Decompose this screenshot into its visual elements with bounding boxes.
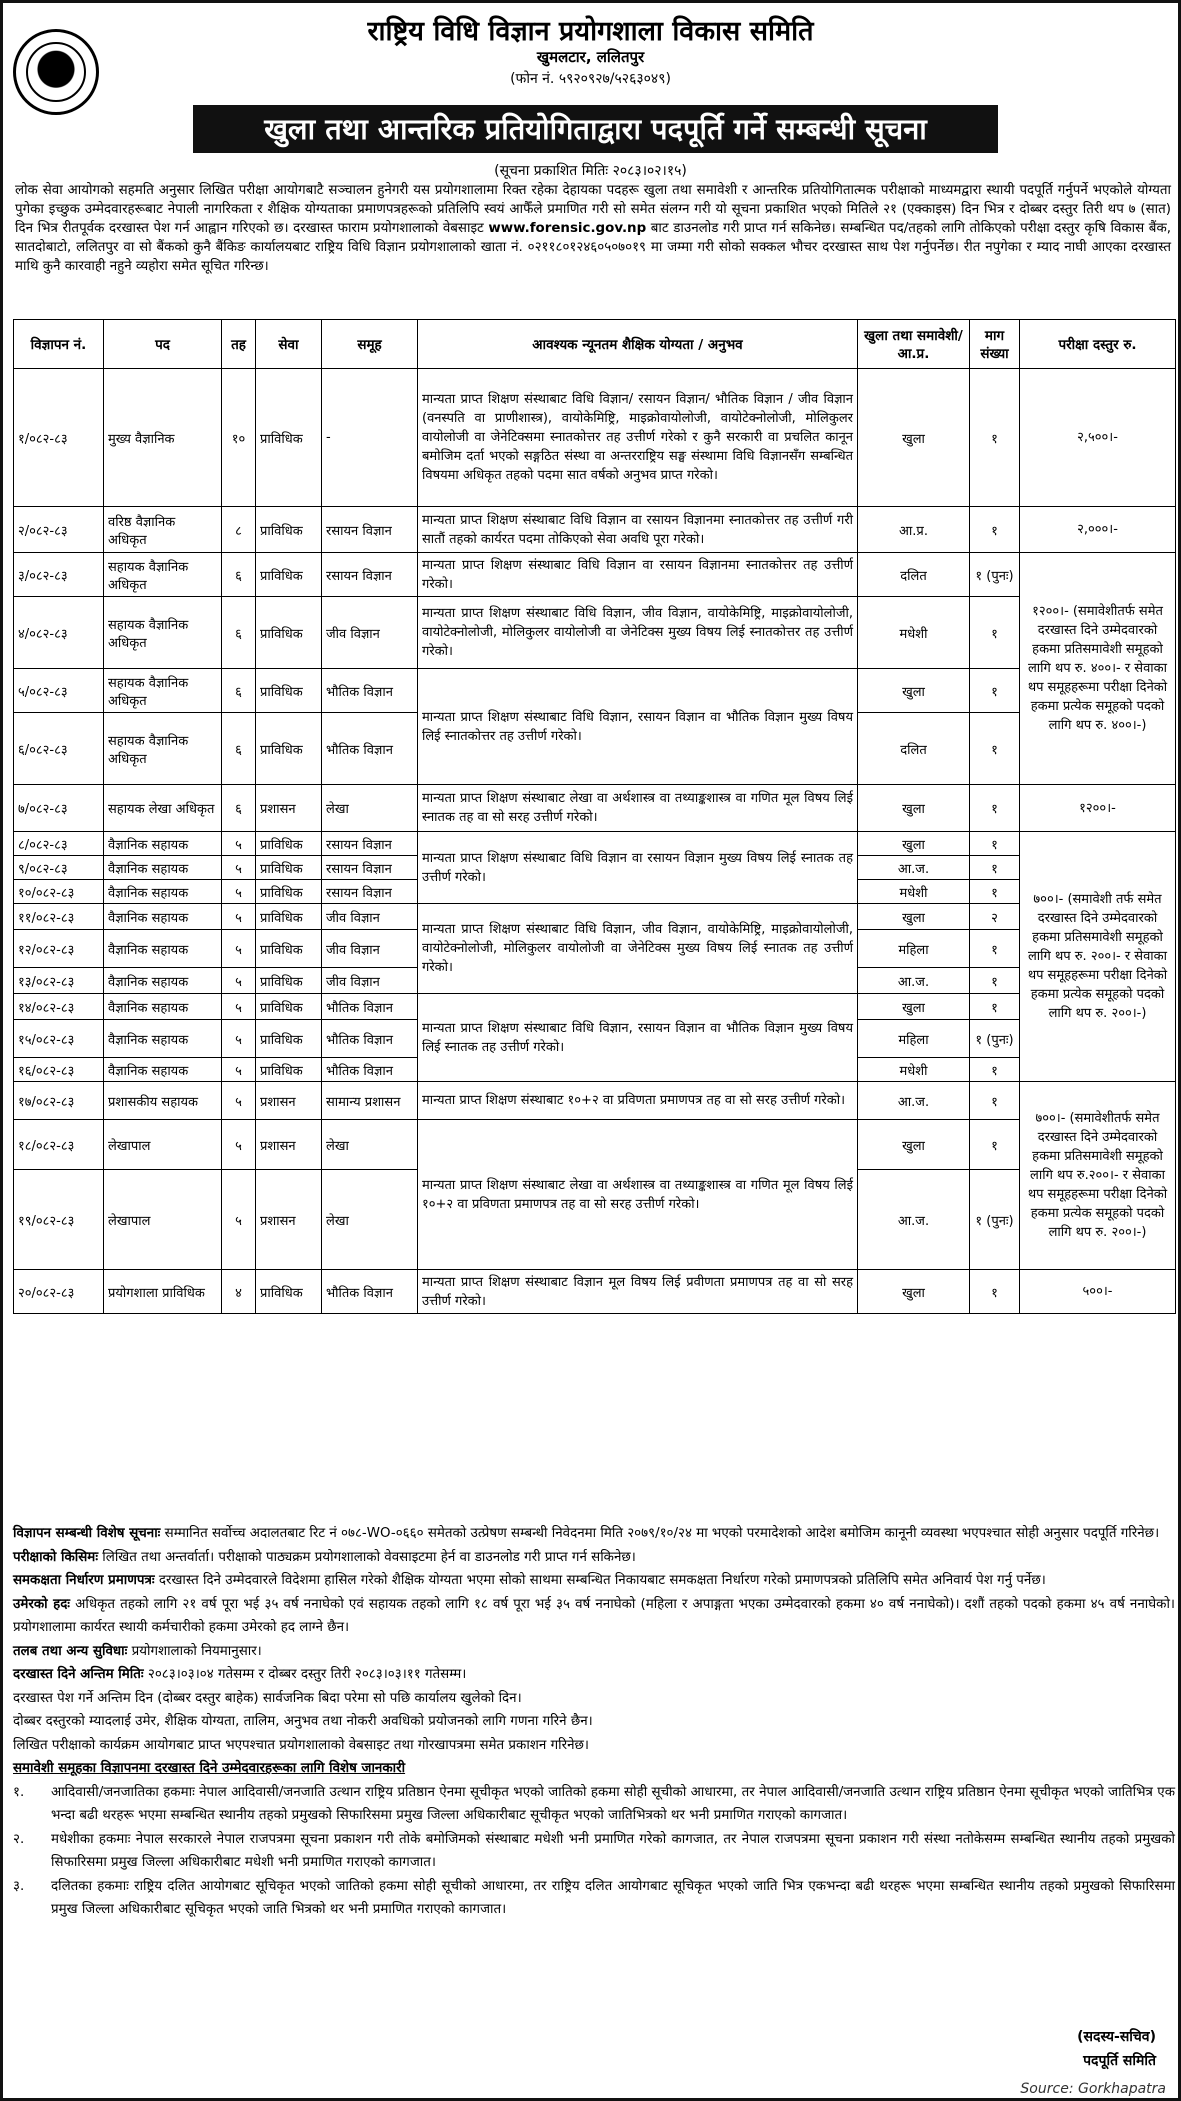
col-type: खुला तथा समावेशी/ आ.प्र. <box>858 320 970 369</box>
age-limit-note: उमेरको हदः अधिकृत तहको लागि २१ वर्ष पूरा भई ३५ वर्ष ननाघेको एवं सहायक तहको लागि १८ वर्ष पूरा भई ३५ वर्ष ननाघेको (महिला र अपाङ्गता भएका उम्मेदवारको हकमा ४० वर्ष ननाघेको)। दशौं तहको पदको हकमा ४५ वर्ष ननाघेको। प्रयोगशालामा कार्यरत स्थायी कर्मचारीको हकमा उमेरको हद लाग्ने छैन। <box>13 1596 1175 1635</box>
cell-count: १ <box>970 832 1020 856</box>
table-row <box>14 1270 1176 1314</box>
table-row <box>14 1120 1176 1170</box>
cell-qualification: मान्यता प्राप्त शिक्षण संस्थाबाट लेखा वा अर्थशास्त्र वा तथ्याङ्कशास्त्र वा गणित मूल विषय लिई १०+२ वा प्रविणता प्रमाणपत्र तह वा सो सरह उत्तीर्ण गरेको। <box>418 1120 858 1270</box>
cell-qualification: मान्यता प्राप्त शिक्षण संस्थाबाट विधि विज्ञान, रसायन विज्ञान वा भौतिक विज्ञान मुख्य विषय लिई स्नातकोत्तर तह उत्तीर्ण गरेको। <box>418 669 858 785</box>
cell-count: १ <box>970 994 1020 1020</box>
cell-level: १० <box>222 369 256 507</box>
cell-qualification: मान्यता प्राप्त शिक्षण संस्थाबाट विधि विज्ञान वा रसायन विज्ञान मुख्य विषय लिई स्नातक तह उत्तीर्ण गरेको। <box>418 832 858 904</box>
cell-ad-no: ११/०८२-८३ <box>14 904 104 930</box>
list-item: १. आदिवासी/जनजातिका हकमाः नेपाल आदिवासी/जनजाति उत्थान राष्ट्रिय प्रतिष्ठान ऐनमा सूचीकृत भएको जातिको हकमा सोही सूचीको आधारमा, तर नेपाल आदिवासी/जनजाति उत्थान राष्ट्रिय प्रतिष्ठान ऐनमा सूचीकृत भएको जातिभित्र एक भन्दा बढी थरहरू भएमा सम्बन्धित स्थानीय तहको प्रमुखको सिफारिसमा प्रमुख जिल्ला अधिकारीबाट सूचीकृत भएको जातिभित्रको थर भनी प्रमाणित गराएको कागजात। <box>13 1784 1175 1823</box>
cell-service: प्राविधिक <box>256 553 322 597</box>
cell-ad-no: ६/०८२-८३ <box>14 713 104 785</box>
cell-level: ५ <box>222 968 256 994</box>
cell-fee: १२००।- (समावेशीतर्फ समेत दरखास्त दिने उम्मेदवारको हकमा प्रतिसमावेशी समूहको लागि थप रु. ४००।- र सेवाका थप समूहहरूमा परीक्षा दिनेको हकमा प्रत्येक समूहको पदको लागि थप रु. ४००।-) <box>1020 553 1176 785</box>
inclusive-list <box>13 1781 1175 1922</box>
cell-level: ५ <box>222 880 256 904</box>
cell-post: वैज्ञानिक सहायक <box>104 880 222 904</box>
cell-ad-no: १९/०८२-८३ <box>14 1170 104 1270</box>
table-row <box>14 832 1176 856</box>
exam-type-note: परीक्षाको किसिमः लिखित तथा अन्तर्वार्ता। परीक्षाको पाठ्यक्रम प्रयोगशालाको वेवसाइटमा हेर्न वा डाउनलोड गरी प्राप्त गर्न सकिनेछ। <box>13 1549 636 1565</box>
org-name: राष्ट्रिय विधि विज्ञान प्रयोगशाला विकास समिति <box>367 16 814 47</box>
list-item: ३. दलितका हकमाः राष्ट्रिय दलित आयोगबाट सूचिकृत भएको जातिको हकमा सोही सूचीको आधारमा, तर राष्ट्रिय दलित आयोगबाट सूचिकृत भएको जाति भित्र एकभन्दा बढी थरहरू भएमा सम्बन्धित स्थानीय तहको प्रमुखको सिफारिसमा प्रमुख जिल्ला अधिकारीबाट सूचिकृत भएको जाति भित्रको थर भनी प्रमाणित गराएको कागजात। <box>13 1878 1175 1917</box>
cell-service: प्राविधिक <box>256 507 322 553</box>
cell-count: १ (पुनः) <box>970 1020 1020 1058</box>
cell-post: लेखापाल <box>104 1170 222 1270</box>
cell-group: रसायन विज्ञान <box>322 553 418 597</box>
cell-qualification: मान्यता प्राप्त शिक्षण संस्थाबाट विज्ञान मूल विषय लिई प्रवीणता प्रमाणपत्र तह वा सो सरह उत्तीर्ण गरेको। <box>418 1270 858 1314</box>
vacancy-table <box>13 319 1176 1314</box>
cell-group: भौतिक विज्ञान <box>322 669 418 713</box>
cell-type: महिला <box>858 930 970 968</box>
cell-level: ६ <box>222 785 256 832</box>
cell-type: आ.ज. <box>858 968 970 994</box>
cell-qualification: मान्यता प्राप्त शिक्षण संस्थाबाट १०+२ वा प्रविणता प्रमाणपत्र तह वा सो सरह उत्तीर्ण गरेको। <box>418 1082 858 1120</box>
cell-type: आ.ज. <box>858 856 970 880</box>
org-address: खुमलटार, ललितपुर <box>536 48 645 66</box>
cell-post: प्रशासकीय सहायक <box>104 1082 222 1120</box>
cell-service: प्राविधिक <box>256 1270 322 1314</box>
cell-count: १ <box>970 880 1020 904</box>
cell-level: ५ <box>222 1082 256 1120</box>
table-row <box>14 507 1176 553</box>
published-date: (सूचना प्रकाशित मितिः २०८३।०२।१५) <box>494 163 687 179</box>
cell-qualification: मान्यता प्राप्त शिक्षण संस्थाबाट विधि विज्ञान, जीव विज्ञान, वायोकेमिष्ट्रि, माइक्रोवायोलोजी, वायोटेक्नोलोजी, मोलिकुलर वायोलोजी वा जेनेटिक्स मुख्य विषय लिई स्नातकोत्तर तह उत्तीर्ण गरेको। <box>418 597 858 669</box>
cell-post: वैज्ञानिक सहायक <box>104 930 222 968</box>
cell-qualification: मान्यता प्राप्त शिक्षण संस्थाबाट विधि विज्ञान/ रसायन विज्ञान/ भौतिक विज्ञान / जीव विज्ञान (वनस्पति वा प्राणीशास्त्र), वायोकेमिष्ट्रि, माइक्रोवायोलोजी, वायोटेक्नोलोजी, मोलिकुलर वायोलोजी वा जेनेटिक्समा स्नातकोत्तर तह उत्तीर्ण गरेको र कुनै सरकारी वा प्रचलित कानून बमोजिम दर्ता भएको सङ्गठित संस्था वा अन्तरराष्ट्रिय सङ्घ संस्थामा विधि विज्ञानसँग सम्बन्धित विषयमा अधिकृत तहको पदमा सात वर्षको अनुभव प्राप्त गरेको। <box>418 369 858 507</box>
cell-ad-no: १०/०८२-८३ <box>14 880 104 904</box>
double-fee-note: दोब्बर दस्तुरको म्यादलाई उमेर, शैक्षिक योग्यता, तालिम, अनुभव तथा नोकरी अवधिको प्रयोजनको लागि गणना गरिने छैन। <box>13 1714 593 1729</box>
cell-ad-no: २०/०८२-८३ <box>14 1270 104 1314</box>
cell-ad-no: १८/०८२-८३ <box>14 1120 104 1170</box>
cell-type: मधेशी <box>858 1058 970 1082</box>
cell-service: प्राविधिक <box>256 930 322 968</box>
cell-count: १ (पुनः) <box>970 1170 1020 1270</box>
salary-note: तलब तथा अन्य सुविधाः प्रयोगशालाको नियमानुसार। <box>13 1643 262 1659</box>
cell-count: १ <box>970 1082 1020 1120</box>
col-qualification: आवश्यक न्यूनतम शैक्षिक योग्यता / अनुभव <box>418 320 858 369</box>
table-row <box>14 669 1176 713</box>
cell-ad-no: १२/०८२-८३ <box>14 930 104 968</box>
cell-ad-no: १६/०८२-८३ <box>14 1058 104 1082</box>
cell-type: खुला <box>858 669 970 713</box>
table-header-row <box>14 320 1176 369</box>
deadline-note: दरखास्त दिने अन्तिम मितिः २०८३।०३।०४ गतेसम्म र दोब्बर दस्तुर तिरी २०८३।०३।११ गतेसम्म। <box>13 1667 467 1682</box>
signature-block <box>1077 2025 1156 2073</box>
col-service: सेवा <box>256 320 322 369</box>
col-count: माग संख्या <box>970 320 1020 369</box>
cell-count: १ <box>970 1058 1020 1082</box>
cell-type: खुला <box>858 994 970 1020</box>
col-post: पद <box>104 320 222 369</box>
cell-count: १ <box>970 856 1020 880</box>
cell-group: रसायन विज्ञान <box>322 856 418 880</box>
cell-type: खुला <box>858 904 970 930</box>
cell-qualification: मान्यता प्राप्त शिक्षण संस्थाबाट विधि विज्ञान, जीव विज्ञान, वायोकेमिष्ट्रि, माइक्रोवायोलोजी, वायोटेक्नोलोजी, मोलिकुलर वायोलोजी वा जेनेटिक्स मुख्य विषय लिई स्नातक तह उत्तीर्ण गरेको। <box>418 904 858 994</box>
exam-schedule-note: लिखित परीक्षाको कार्यक्रम आयोगबाट प्राप्त भएपश्चात प्रयोगशालाको वेबसाइट तथा गोरखापत्रमा समेत प्रकाशन गरिनेछ। <box>13 1737 589 1753</box>
cell-level: ५ <box>222 856 256 880</box>
signature-committee: पदपूर्ति समिति <box>1083 2053 1156 2069</box>
table-row <box>14 369 1176 507</box>
cell-post: सहायक वैज्ञानिक अधिकृत <box>104 713 222 785</box>
cell-group: भौतिक विज्ञान <box>322 1058 418 1082</box>
cell-service: प्राविधिक <box>256 669 322 713</box>
cell-group: लेखा <box>322 1120 418 1170</box>
cell-group: भौतिक विज्ञान <box>322 1020 418 1058</box>
cell-type: दलित <box>858 553 970 597</box>
col-ad-no: विज्ञापन नं. <box>14 320 104 369</box>
cell-fee: २,५००।- <box>1020 369 1176 507</box>
cell-type: आ.ज. <box>858 1170 970 1270</box>
cell-post: सहायक वैज्ञानिक अधिकृत <box>104 669 222 713</box>
cell-service: प्राविधिक <box>256 1058 322 1082</box>
table-row <box>14 597 1176 669</box>
cell-ad-no: ५/०८२-८३ <box>14 669 104 713</box>
cell-post: वैज्ञानिक सहायक <box>104 904 222 930</box>
cell-service: प्राविधिक <box>256 832 322 856</box>
cell-service: प्राविधिक <box>256 994 322 1020</box>
cell-fee: ७००।- (समावेशी तर्फ समेत दरखास्त दिने उम्मेदवारको हकमा प्रतिसमावेशी समूहको लागि थप रु. २००।- र सेवाका थप समूहहरूमा परीक्षा दिनेको हकमा प्रत्येक समूहको पदको लागि थप रु. २००।-) <box>1020 832 1176 1082</box>
cell-level: ६ <box>222 713 256 785</box>
cell-type: खुला <box>858 785 970 832</box>
cell-level: ५ <box>222 1020 256 1058</box>
cell-post: वैज्ञानिक सहायक <box>104 1020 222 1058</box>
cell-level: ५ <box>222 1120 256 1170</box>
cell-count: १ <box>970 597 1020 669</box>
cell-count: १ <box>970 1270 1020 1314</box>
cell-qualification: मान्यता प्राप्त शिक्षण संस्थाबाट विधि विज्ञान वा रसायन विज्ञानमा स्नातकोत्तर तह उत्तीर्ण गरी सातौं तहको कार्यरत पदमा तोकिएको सेवा अवधि पूरा गरेको। <box>418 507 858 553</box>
cell-level: ६ <box>222 553 256 597</box>
cell-ad-no: ८/०८२-८३ <box>14 832 104 856</box>
cell-post: वरिष्ठ वैज्ञानिक अधिकृत <box>104 507 222 553</box>
special-note: विज्ञापन सम्बन्धी विशेष सूचनाः सम्मानित सर्वोच्च अदालतबाट रिट नं ०७८-WO-०६६० समेतको उत्प्रेषण सम्बन्धी निवेदनमा मिति २०७९/१०/२४ मा भएको परमादेशको आदेश बमोजिम कानूनी व्यवस्था भएपश्चात सोही अनुसार पदपूर्ति गरिनेछ। <box>13 1526 1160 1541</box>
cell-type: खुला <box>858 369 970 507</box>
cell-service: प्राविधिक <box>256 597 322 669</box>
cell-group: जीव विज्ञान <box>322 930 418 968</box>
cell-count: १ <box>970 713 1020 785</box>
cell-ad-no: १७/०८२-८३ <box>14 1082 104 1120</box>
cell-type: मधेशी <box>858 880 970 904</box>
cell-group: सामान्य प्रशासन <box>322 1082 418 1120</box>
cell-ad-no: ४/०८२-८३ <box>14 597 104 669</box>
cell-count: १ <box>970 669 1020 713</box>
cell-service: प्राविधिक <box>256 880 322 904</box>
col-fee: परीक्षा दस्तुर रु. <box>1020 320 1176 369</box>
cell-service: प्रशासन <box>256 1082 322 1120</box>
cell-count: १ <box>970 785 1020 832</box>
cell-post: वैज्ञानिक सहायक <box>104 832 222 856</box>
cell-group: भौतिक विज्ञान <box>322 713 418 785</box>
cell-count: १ <box>970 930 1020 968</box>
cell-group: रसायन विज्ञान <box>322 832 418 856</box>
cell-group: लेखा <box>322 1170 418 1270</box>
signature-title: (सदस्य-सचिव) <box>1077 2029 1156 2045</box>
cell-level: ८ <box>222 507 256 553</box>
cell-ad-no: ७/०८२-८३ <box>14 785 104 832</box>
cell-type: आ.ज. <box>858 1082 970 1120</box>
cell-group: - <box>322 369 418 507</box>
cell-service: प्राविधिक <box>256 968 322 994</box>
cell-group: जीव विज्ञान <box>322 597 418 669</box>
cell-type: महिला <box>858 1020 970 1058</box>
cell-ad-no: २/०८२-८३ <box>14 507 104 553</box>
cell-type: खुला <box>858 1270 970 1314</box>
cell-type: आ.प्र. <box>858 507 970 553</box>
cell-service: प्राविधिक <box>256 1020 322 1058</box>
cell-fee: २,०००।- <box>1020 507 1176 553</box>
table-row <box>14 1082 1176 1120</box>
cell-qualification: मान्यता प्राप्त शिक्षण संस्थाबाट लेखा वा अर्थशास्त्र वा तथ्याङ्कशास्त्र वा गणित मूल विषय लिई स्नातक तह वा सो सरह उत्तीर्ण गरेको। <box>418 785 858 832</box>
cell-level: ५ <box>222 1058 256 1082</box>
source-credit: Source: Gorkhapatra <box>1020 2081 1166 2097</box>
cell-type: मधेशी <box>858 597 970 669</box>
cell-post: सहायक वैज्ञानिक अधिकृत <box>104 597 222 669</box>
table-row <box>14 785 1176 832</box>
cell-service: प्रशासन <box>256 1170 322 1270</box>
cell-level: ४ <box>222 1270 256 1314</box>
cell-type: दलित <box>858 713 970 785</box>
cell-count: १ <box>970 507 1020 553</box>
cell-level: ५ <box>222 832 256 856</box>
col-group: समूह <box>322 320 418 369</box>
org-phone: (फोन नं. ५९२०९२७/५२६३०४९) <box>510 71 671 87</box>
cell-service: प्राविधिक <box>256 904 322 930</box>
cell-level: ६ <box>222 669 256 713</box>
cell-count: २ <box>970 904 1020 930</box>
cell-fee: ७००।- (समावेशीतर्फ समेत दरखास्त दिने उम्मेदवारको हकमा प्रतिसमावेशी समूहको लागि थप रु.२००।- र सेवाका थप समूहहरूमा परीक्षा दिनेको हकमा प्रत्येक समूहको पदको लागि थप रु. २००।-) <box>1020 1082 1176 1270</box>
cell-post: वैज्ञानिक सहायक <box>104 968 222 994</box>
cell-post: वैज्ञानिक सहायक <box>104 856 222 880</box>
equivalence-note: समकक्षता निर्धारण प्रमाणपत्रः दरखास्त दिने उम्मेदवारले विदेशमा हासिल गरेको शैक्षिक योग्यता भएमा सोको साथमा सम्बन्धित निकायबाट समकक्षता निर्धारण गरेको प्रमाणपत्रको प्रतिलिपि समेत अनिवार्य पेश गर्नु पर्नेछ। <box>13 1573 1046 1588</box>
list-item: २. मधेशीका हकमाः नेपाल सरकारले नेपाल राजपत्रमा सूचना प्रकाशन गरी तोके बमोजिमको संस्थाबाट मधेशी भनी प्रमाणित गरेको कागजात, तर नेपाल राजपत्रमा सूचना प्रकाशन गरी संस्था नतोकेसम्म सम्बन्धित स्थानीय तहको प्रमुखको सिफारिसमा प्रमुख जिल्ला अधिकारीबाट मधेशी भनी प्रमाणित गराएको कागजात। <box>13 1831 1175 1870</box>
cell-group: भौतिक विज्ञान <box>322 994 418 1020</box>
cell-type: खुला <box>858 1120 970 1170</box>
cell-level: ६ <box>222 597 256 669</box>
holiday-note: दरखास्त पेश गर्ने अन्तिम दिन (दोब्बर दस्तुर बाहेक) सार्वजनिक बिदा परेमा सो पछि कार्यालय खुलेको दिन। <box>13 1690 522 1706</box>
cell-qualification: मान्यता प्राप्त शिक्षण संस्थाबाट विधि विज्ञान, रसायन विज्ञान वा भौतिक विज्ञान मुख्य विषय लिई स्नातक तह उत्तीर्ण गरेको। <box>418 994 858 1082</box>
cell-count: १ <box>970 1120 1020 1170</box>
cell-ad-no: १/०८२-८३ <box>14 369 104 507</box>
notice-title: खुला तथा आन्तरिक प्रतियोगिताद्वारा पदपूर्ति गर्ने सम्बन्धी सूचना <box>193 105 998 153</box>
cell-ad-no: १५/०८२-८३ <box>14 1020 104 1058</box>
cell-post: सहायक लेखा अधिकृत <box>104 785 222 832</box>
cell-post: सहायक वैज्ञानिक अधिकृत <box>104 553 222 597</box>
notes-section <box>13 1522 1175 1922</box>
cell-service: प्रशासन <box>256 785 322 832</box>
table-row <box>14 553 1176 597</box>
website-link[interactable]: www.forensic.gov.np <box>488 221 647 236</box>
cell-group: जीव विज्ञान <box>322 968 418 994</box>
cell-ad-no: ३/०८२-८३ <box>14 553 104 597</box>
cell-ad-no: ९/०८२-८३ <box>14 856 104 880</box>
table-row <box>14 904 1176 930</box>
intro-paragraph: लोक सेवा आयोगको सहमति अनुसार लिखित परीक्षा आयोगबाटै सञ्चालन हुनेगरी यस प्रयोगशालामा रिक्त रहेका देहायका पदहरू खुला तथा समावेशी र आन्तरिक प्रतियोगितात्मक परीक्षाको माध्यमद्वारा स्थायी पदपूर्ति गर्नुपर्ने भएकोले योग्यता पुगेका इच्छुक उम्मेदवारहरूबाट नेपाली नागरिकता र शैक्षिक योग्यताका प्रमाणपत्रहरूको प्रतिलिपि स्वयं आफैँले प्रमाणित गरी सो समेत संलग्न गरी यो सूचना प्रकाशित भएको मितिले २१ (एक्काइस) दिन भित्र र दोब्बर दस्तुर तिरी थप ७ (सात) दिन भित्र रीतपूर्वक दरखास्त पेश गर्न आह्वान गरिएको छ। दरखास्त फाराम प्रयोगशालाको वेबसाइट www.forensic.gov.np बाट डाउनलोड गरी प्राप्त गर्न सकिनेछ। सम्बन्धित पद/तहको लागि तोकिएको परीक्षा दस्तुर कृषि विकास बैंक, सातदोबाटो, ललितपुर वा सो बैंकको कुनै बैंकिङ कार्यालयबाट राष्ट्रिय विधि विज्ञान प्रयोगशालाको खाता नं. ०२११८०१२४६०५०७०१९ मा जम्मा गरी सोको सक्कल भौचर दरखास्त साथ पेश गर्नुपर्नेछ। रीत नपुगेका र म्याद नाघी आएका दरखास्त माथि कुनै कारवाही नहुने व्यहोरा समेत सूचित गरिन्छ। <box>15 183 1171 274</box>
cell-ad-no: १४/०८२-८३ <box>14 994 104 1020</box>
cell-count: १ <box>970 968 1020 994</box>
cell-service: प्रशासन <box>256 1120 322 1170</box>
table-body <box>14 369 1176 1314</box>
cell-service: प्राविधिक <box>256 856 322 880</box>
cell-group: रसायन विज्ञान <box>322 507 418 553</box>
cell-group: लेखा <box>322 785 418 832</box>
cell-level: ५ <box>222 904 256 930</box>
cell-ad-no: १३/०८२-८३ <box>14 968 104 994</box>
cell-level: ५ <box>222 994 256 1020</box>
cell-post: मुख्य वैज्ञानिक <box>104 369 222 507</box>
cell-post: लेखापाल <box>104 1120 222 1170</box>
cell-group: जीव विज्ञान <box>322 904 418 930</box>
cell-service: प्राविधिक <box>256 713 322 785</box>
cell-level: ५ <box>222 1170 256 1270</box>
cell-fee: ५००।- <box>1020 1270 1176 1314</box>
table-row <box>14 994 1176 1020</box>
cell-group: भौतिक विज्ञान <box>322 1270 418 1314</box>
cell-qualification: मान्यता प्राप्त शिक्षण संस्थाबाट विधि विज्ञान वा रसायन विज्ञानमा स्नातकोत्तर तह उत्तीर्ण गरेको। <box>418 553 858 597</box>
col-level: तह <box>222 320 256 369</box>
cell-fee: १२००।- <box>1020 785 1176 832</box>
cell-type: खुला <box>858 832 970 856</box>
cell-post: वैज्ञानिक सहायक <box>104 1058 222 1082</box>
cell-level: ५ <box>222 930 256 968</box>
cell-post: वैज्ञानिक सहायक <box>104 994 222 1020</box>
cell-post: प्रयोगशाला प्राविधिक <box>104 1270 222 1314</box>
cell-service: प्राविधिक <box>256 369 322 507</box>
cell-group: रसायन विज्ञान <box>322 880 418 904</box>
cell-count: १ <box>970 369 1020 507</box>
inclusive-heading: समावेशी समूहका विज्ञापनमा दरखास्त दिने उम्मेदवारहरूका लागि विशेष जानकारी <box>13 1761 406 1776</box>
cell-count: १ (पुनः) <box>970 553 1020 597</box>
